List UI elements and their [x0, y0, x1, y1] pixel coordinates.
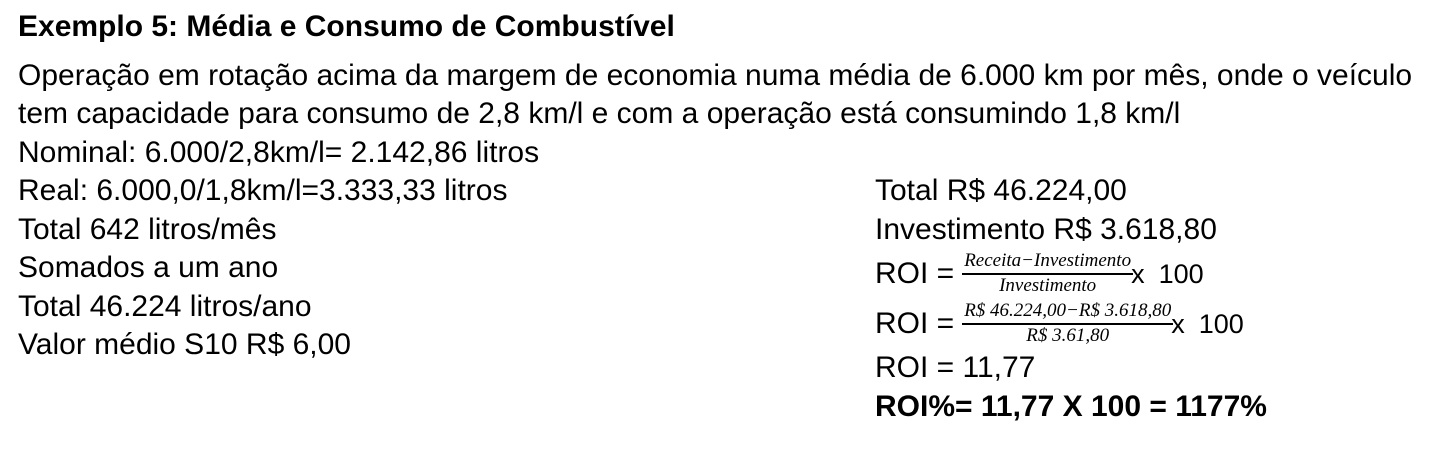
intro-paragraph-line-2: tem capacidade para consumo de 2,8 km/l e com a operação está consumindo 1,8 km/l — [18, 97, 1181, 130]
total-revenue-line: Total R$ 46.224,00 — [875, 174, 1127, 207]
fraction-numerator: Receita−Investimento — [962, 251, 1133, 275]
real-line: Real: 6.000,0/1,8km/l=3.333,33 litros — [18, 174, 508, 207]
roi-result-line: ROI = 11,77 — [875, 351, 1036, 384]
fraction-denominator: Investimento — [999, 275, 1097, 296]
nominal-line: Nominal: 6.000/2,8km/l= 2.142,86 litros — [18, 135, 540, 169]
roi-formula-1 — [875, 249, 1435, 299]
somados-line: Somados a um ano — [18, 251, 279, 284]
roi-formula-1-lhs: ROI = — [875, 257, 955, 290]
roi-formula-2-fraction — [962, 301, 1173, 347]
right-column — [875, 172, 1435, 426]
intro-paragraph-line-1: Operação em rotação acima da margem de economia numa média de 6.000 km por mês, onde o veículo — [18, 58, 1413, 92]
roi-formula-1-multiplier: x — [1131, 258, 1145, 289]
roi-formula-2 — [875, 299, 1435, 349]
roi-formula-2-multiplier: x — [1171, 308, 1185, 339]
roi-formula-1-factor: 100 — [1158, 258, 1204, 289]
investimento-line: Investimento R$ 3.618,80 — [875, 212, 1217, 246]
roi-formula-1-fraction — [962, 251, 1133, 297]
total-month-line: Total 642 litros/mês — [18, 212, 277, 246]
roi-formula-2-lhs: ROI = — [875, 307, 955, 340]
page-title: Exemplo 5: Média e Consumo de Combustível — [18, 10, 675, 43]
fraction-denominator: R$ 3.61,80 — [1026, 325, 1110, 346]
roi-formula-2-factor: 100 — [1198, 308, 1244, 339]
total-year-line: Total 46.224 litros/ano — [18, 289, 312, 323]
fraction-numerator: R$ 46.224,00−R$ 3.618,80 — [962, 301, 1173, 325]
roi-percent-line: ROI%= 11,77 X 100 = 1177% — [875, 389, 1267, 423]
valor-medio-line: Valor médio S10 R$ 6,00 — [18, 328, 351, 361]
